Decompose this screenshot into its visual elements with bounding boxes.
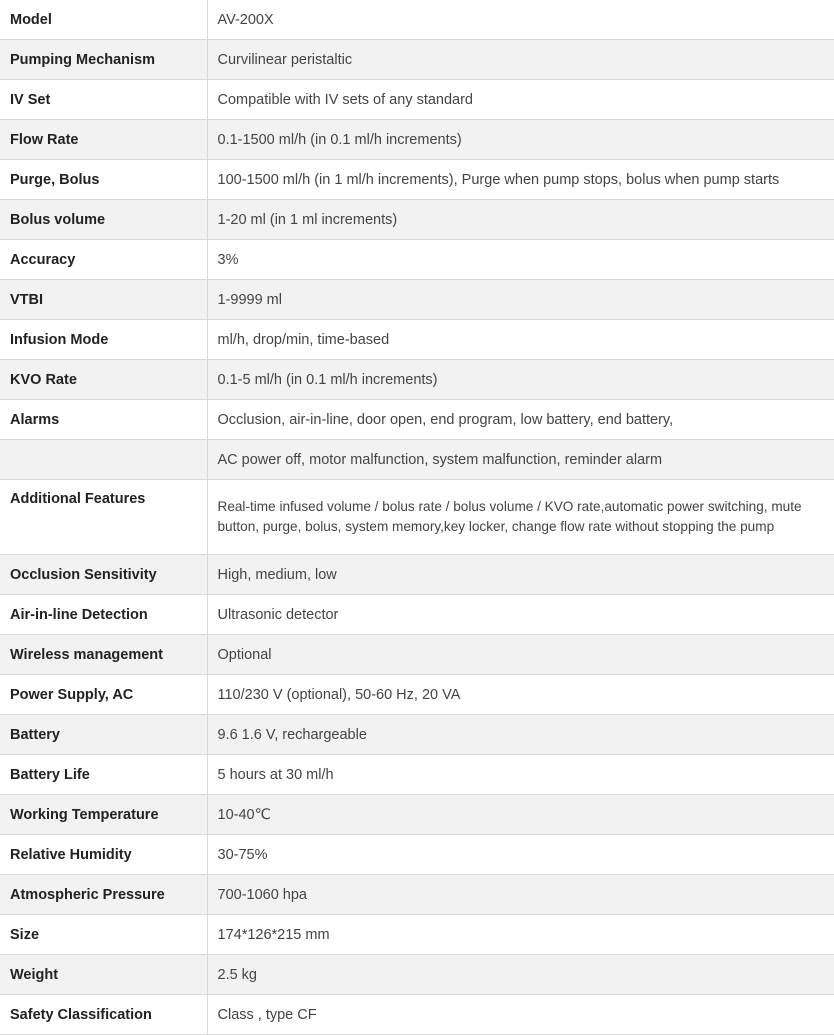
table-row <box>0 715 834 755</box>
spec-value-pumping-mechanism: Curvilinear peristaltic <box>207 40 834 80</box>
spec-label-air-in-line-detection: Air-in-line Detection <box>0 595 207 635</box>
spec-label-infusion-mode: Infusion Mode <box>0 320 207 360</box>
spec-label-working-temperature: Working Temperature <box>0 795 207 835</box>
spec-value-bolus-volume: 1-20 ml (in 1 ml increments) <box>207 200 834 240</box>
spec-value-flow-rate: 0.1-1500 ml/h (in 0.1 ml/h increments) <box>207 120 834 160</box>
spec-value-weight: 2.5 kg <box>207 955 834 995</box>
table-row <box>0 875 834 915</box>
table-row <box>0 120 834 160</box>
spec-label-occlusion-sensitivity: Occlusion Sensitivity <box>0 555 207 595</box>
spec-value-accuracy: 3% <box>207 240 834 280</box>
table-row <box>0 80 834 120</box>
table-row <box>0 555 834 595</box>
spec-label-flow-rate: Flow Rate <box>0 120 207 160</box>
spec-value-additional-features: Real-time infused volume / bolus rate / bolus volume / KVO rate,automatic power switching, mute button, purge, bolus, system memory,key locker, change flow rate without stopping the pump <box>207 480 834 555</box>
spec-value-relative-humidity: 30-75% <box>207 835 834 875</box>
spec-value-iv-set: Compatible with IV sets of any standard <box>207 80 834 120</box>
spec-label-weight: Weight <box>0 955 207 995</box>
spec-label-purge-bolus: Purge, Bolus <box>0 160 207 200</box>
spec-value-infusion-mode: ml/h, drop/min, time-based <box>207 320 834 360</box>
table-row <box>0 440 834 480</box>
spec-label-wireless-management: Wireless management <box>0 635 207 675</box>
spec-label-iv-set: IV Set <box>0 80 207 120</box>
spec-value-atmospheric-pressure: 700-1060 hpa <box>207 875 834 915</box>
spec-value-safety-classification: Class , type CF <box>207 995 834 1035</box>
spec-value-battery: 9.6 1.6 V, rechargeable <box>207 715 834 755</box>
spec-label-model: Model <box>0 0 207 40</box>
spec-label-vtbi: VTBI <box>0 280 207 320</box>
spec-label-safety-classification: Safety Classification <box>0 995 207 1035</box>
table-row <box>0 635 834 675</box>
spec-value-working-temperature: 10-40℃ <box>207 795 834 835</box>
spec-value-alarms-continued: AC power off, motor malfunction, system malfunction, reminder alarm <box>207 440 834 480</box>
spec-label-relative-humidity: Relative Humidity <box>0 835 207 875</box>
spec-label-pumping-mechanism: Pumping Mechanism <box>0 40 207 80</box>
spec-value-wireless-management: Optional <box>207 635 834 675</box>
table-row <box>0 795 834 835</box>
spec-label-accuracy: Accuracy <box>0 240 207 280</box>
spec-value-size: 174*126*215 mm <box>207 915 834 955</box>
spec-value-power-supply-ac: 110/230 V (optional), 50-60 Hz, 20 VA <box>207 675 834 715</box>
spec-value-kvo-rate: 0.1-5 ml/h (in 0.1 ml/h increments) <box>207 360 834 400</box>
spec-value-air-in-line-detection: Ultrasonic detector <box>207 595 834 635</box>
spec-value-alarms: Occlusion, air-in-line, door open, end program, low battery, end battery, <box>207 400 834 440</box>
table-row <box>0 995 834 1035</box>
spec-label-kvo-rate: KVO Rate <box>0 360 207 400</box>
spec-value-vtbi: 1-9999 ml <box>207 280 834 320</box>
spec-label-size: Size <box>0 915 207 955</box>
spec-value-battery-life: 5 hours at 30 ml/h <box>207 755 834 795</box>
spec-label-power-supply-ac: Power Supply, AC <box>0 675 207 715</box>
spec-value-model: AV-200X <box>207 0 834 40</box>
table-row <box>0 955 834 995</box>
spec-value-purge-bolus: 100-1500 ml/h (in 1 ml/h increments), Purge when pump stops, bolus when pump starts <box>207 160 834 200</box>
spec-label-alarms-continued <box>0 440 207 480</box>
table-row <box>0 360 834 400</box>
table-row <box>0 200 834 240</box>
table-row <box>0 480 834 555</box>
table-row <box>0 240 834 280</box>
spec-label-battery: Battery <box>0 715 207 755</box>
spec-value-occlusion-sensitivity: High, medium, low <box>207 555 834 595</box>
spec-label-battery-life: Battery Life <box>0 755 207 795</box>
table-row <box>0 320 834 360</box>
table-row <box>0 400 834 440</box>
table-row <box>0 595 834 635</box>
spec-label-bolus-volume: Bolus volume <box>0 200 207 240</box>
table-row <box>0 280 834 320</box>
spec-label-additional-features: Additional Features <box>0 480 207 555</box>
spec-label-atmospheric-pressure: Atmospheric Pressure <box>0 875 207 915</box>
table-row <box>0 675 834 715</box>
table-row <box>0 755 834 795</box>
table-row <box>0 160 834 200</box>
table-row <box>0 835 834 875</box>
table-row <box>0 0 834 40</box>
spec-label-alarms: Alarms <box>0 400 207 440</box>
table-row <box>0 915 834 955</box>
table-row <box>0 40 834 80</box>
